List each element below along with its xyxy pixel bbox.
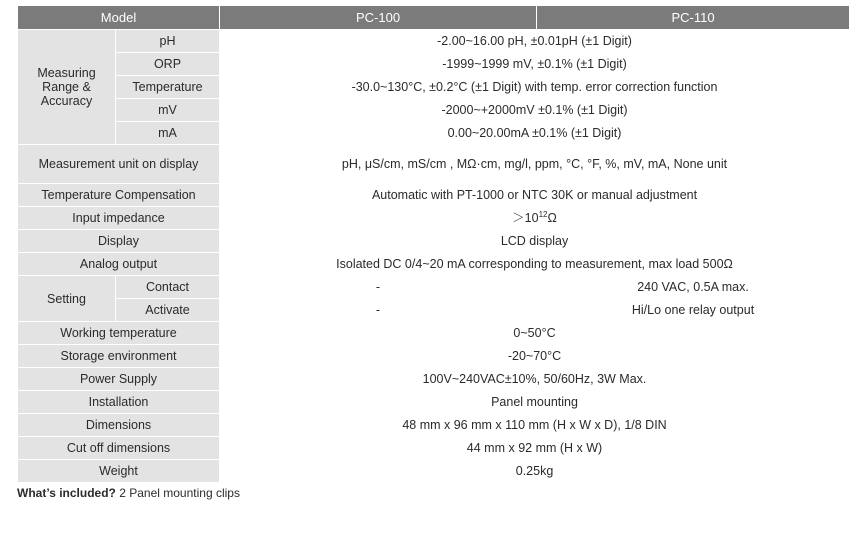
row-label: Storage environment xyxy=(18,345,220,368)
table-row xyxy=(18,368,850,391)
row-label: Dimensions xyxy=(18,414,220,437)
pc110-value: Hi/Lo one relay output xyxy=(537,299,850,322)
impedance-prefix: ＞10 xyxy=(512,211,539,225)
row-label: Installation xyxy=(18,391,220,414)
row-value: 0.00~20.00mA ±0.1% (±1 Digit) xyxy=(220,122,850,145)
spec-table xyxy=(17,5,850,483)
pc100-value: - xyxy=(220,299,537,322)
spec-sheet xyxy=(17,5,849,500)
row-value: pH, μS/cm, mS/cm , MΩ·cm, mg/l, ppm, °C, °F, %, mV, mA, None unit xyxy=(220,145,850,184)
row-value: Automatic with PT-1000 or NTC 30K or manual adjustment xyxy=(220,184,850,207)
table-row xyxy=(18,414,850,437)
header-row xyxy=(18,6,850,30)
table-row xyxy=(18,207,850,230)
row-label: Analog output xyxy=(18,253,220,276)
row-value: 44 mm x 92 mm (H x W) xyxy=(220,437,850,460)
row-value: Panel mounting xyxy=(220,391,850,414)
table-row xyxy=(18,76,850,99)
row-value: 48 mm x 96 mm x 110 mm (H x W x D), 1/8 DIN xyxy=(220,414,850,437)
table-row xyxy=(18,391,850,414)
row-label: Temperature xyxy=(116,76,220,99)
impedance-unit: Ω xyxy=(547,211,557,225)
table-row xyxy=(18,253,850,276)
row-label: mV xyxy=(116,99,220,122)
table-row xyxy=(18,345,850,368)
row-value: LCD display xyxy=(220,230,850,253)
row-value: -20~70°C xyxy=(220,345,850,368)
table-row xyxy=(18,145,850,184)
included-note-text: 2 Panel mounting clips xyxy=(115,486,240,500)
row-value: 0.25kg xyxy=(220,460,850,483)
row-value: -30.0~130°C, ±0.2°C (±1 Digit) with temp. error correction function xyxy=(220,76,850,99)
table-row xyxy=(18,30,850,53)
pc100-value: - xyxy=(220,276,537,299)
pc110-value: 240 VAC, 0.5A max. xyxy=(537,276,850,299)
row-label: Contact xyxy=(116,276,220,299)
included-note xyxy=(17,486,849,500)
table-row xyxy=(18,230,850,253)
row-label: Power Supply xyxy=(18,368,220,391)
row-value: 0~50°C xyxy=(220,322,850,345)
row-label: pH xyxy=(116,30,220,53)
row-value: -2000~+2000mV ±0.1% (±1 Digit) xyxy=(220,99,850,122)
table-row xyxy=(18,460,850,483)
row-label: Measurement unit on display xyxy=(18,145,220,184)
table-row xyxy=(18,299,850,322)
pc110-header: PC-110 xyxy=(537,6,850,30)
row-label: Display xyxy=(18,230,220,253)
impedance-exponent: 12 xyxy=(538,209,548,219)
row-label: ORP xyxy=(116,53,220,76)
included-note-title: What’s included? xyxy=(17,486,116,500)
row-label: Temperature Compensation xyxy=(18,184,220,207)
row-value: 100V~240VAC±10%, 50/60Hz, 3W Max. xyxy=(220,368,850,391)
table-row xyxy=(18,184,850,207)
row-value: -2.00~16.00 pH, ±0.01pH (±1 Digit) xyxy=(220,30,850,53)
pc100-header: PC-100 xyxy=(220,6,537,30)
row-value xyxy=(220,207,850,230)
row-label: Weight xyxy=(18,460,220,483)
row-label: mA xyxy=(116,122,220,145)
table-row xyxy=(18,322,850,345)
row-value: Isolated DC 0/4~20 mA corresponding to measurement, max load 500Ω xyxy=(220,253,850,276)
measuring-group-label: Measuring Range & Accuracy xyxy=(18,30,116,145)
model-header: Model xyxy=(18,6,220,30)
table-row xyxy=(18,99,850,122)
row-label: Activate xyxy=(116,299,220,322)
row-label: Input impedance xyxy=(18,207,220,230)
table-row xyxy=(18,437,850,460)
table-row xyxy=(18,53,850,76)
row-label: Working temperature xyxy=(18,322,220,345)
setting-group-label: Setting xyxy=(18,276,116,322)
row-label: Cut off dimensions xyxy=(18,437,220,460)
table-row xyxy=(18,276,850,299)
table-row xyxy=(18,122,850,145)
row-value: -1999~1999 mV, ±0.1% (±1 Digit) xyxy=(220,53,850,76)
